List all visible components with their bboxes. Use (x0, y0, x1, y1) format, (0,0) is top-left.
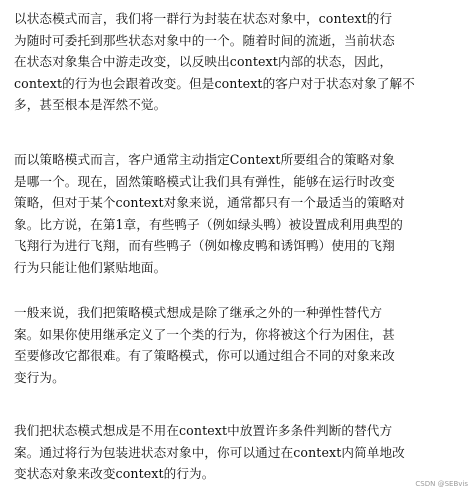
text-line: 一般来说，我们把策略模式想成是除了继承之外的一种弹性替代方 (14, 305, 383, 320)
watermark: CSDN @SEBvis (415, 480, 468, 488)
text-line: 至要修改它都很难。有了策略模式，你可以通过组合不同的对象来改 (14, 348, 395, 363)
paragraph-strategy-pattern (14, 149, 405, 278)
text-line: 是哪一个。现在，固然策略模式让我们具有弹性，能够在运行时改变 (14, 173, 395, 189)
text-line: 策略，但对于某个context对象来说，通常都只有一个最适当的策略对 (14, 195, 405, 210)
text-line: 案。通过将行为包装进状态对象中，你可以通过在context内简单地改 (14, 444, 405, 460)
text-line: 以状态模式而言，我们将一群行为封装在状态对象中，context的行 (14, 11, 393, 26)
paragraph-state-pattern (14, 8, 415, 116)
text-line: 多，甚至根本是浑然不觉。 (14, 97, 167, 112)
text-line: 在状态对象集合中游走改变，以反映出context内部的状态，因此， (14, 54, 393, 69)
text-line: 为随时可委托到那些状态对象中的一个。随着时间的流逝，当前状态 (14, 32, 395, 48)
text-line: 我们把状态模式想成是不用在context中放置许多条件判断的替代方 (14, 423, 393, 438)
text-line: 变行为。 (14, 369, 65, 385)
text-line: context的行为也会跟着改变。但是context的客户对于状态对象了解不 (14, 75, 415, 91)
text-line: 行为只能让他们紧贴地面。 (14, 259, 167, 275)
text-line: 飞翔行为进行飞翔，而有些鸭子（例如橡皮鸭和诱饵鸭）使用的飞翔 (14, 238, 395, 253)
text-line: 而以策略模式而言，客户通常主动指定Context所要组合的策略对象 (14, 152, 395, 167)
text-line: 变状态对象来改变context的行为。 (14, 466, 215, 481)
text-line: 象。比方说，在第1章，有些鸭子（例如绿头鸭）被设置成利用典型的 (14, 216, 403, 232)
text-line: 案。如果你使用继承定义了一个类的行为，你将被这个行为困住，甚 (14, 326, 395, 342)
paragraph-strategy-alternative (14, 302, 395, 388)
paragraph-state-alternative (14, 420, 405, 485)
